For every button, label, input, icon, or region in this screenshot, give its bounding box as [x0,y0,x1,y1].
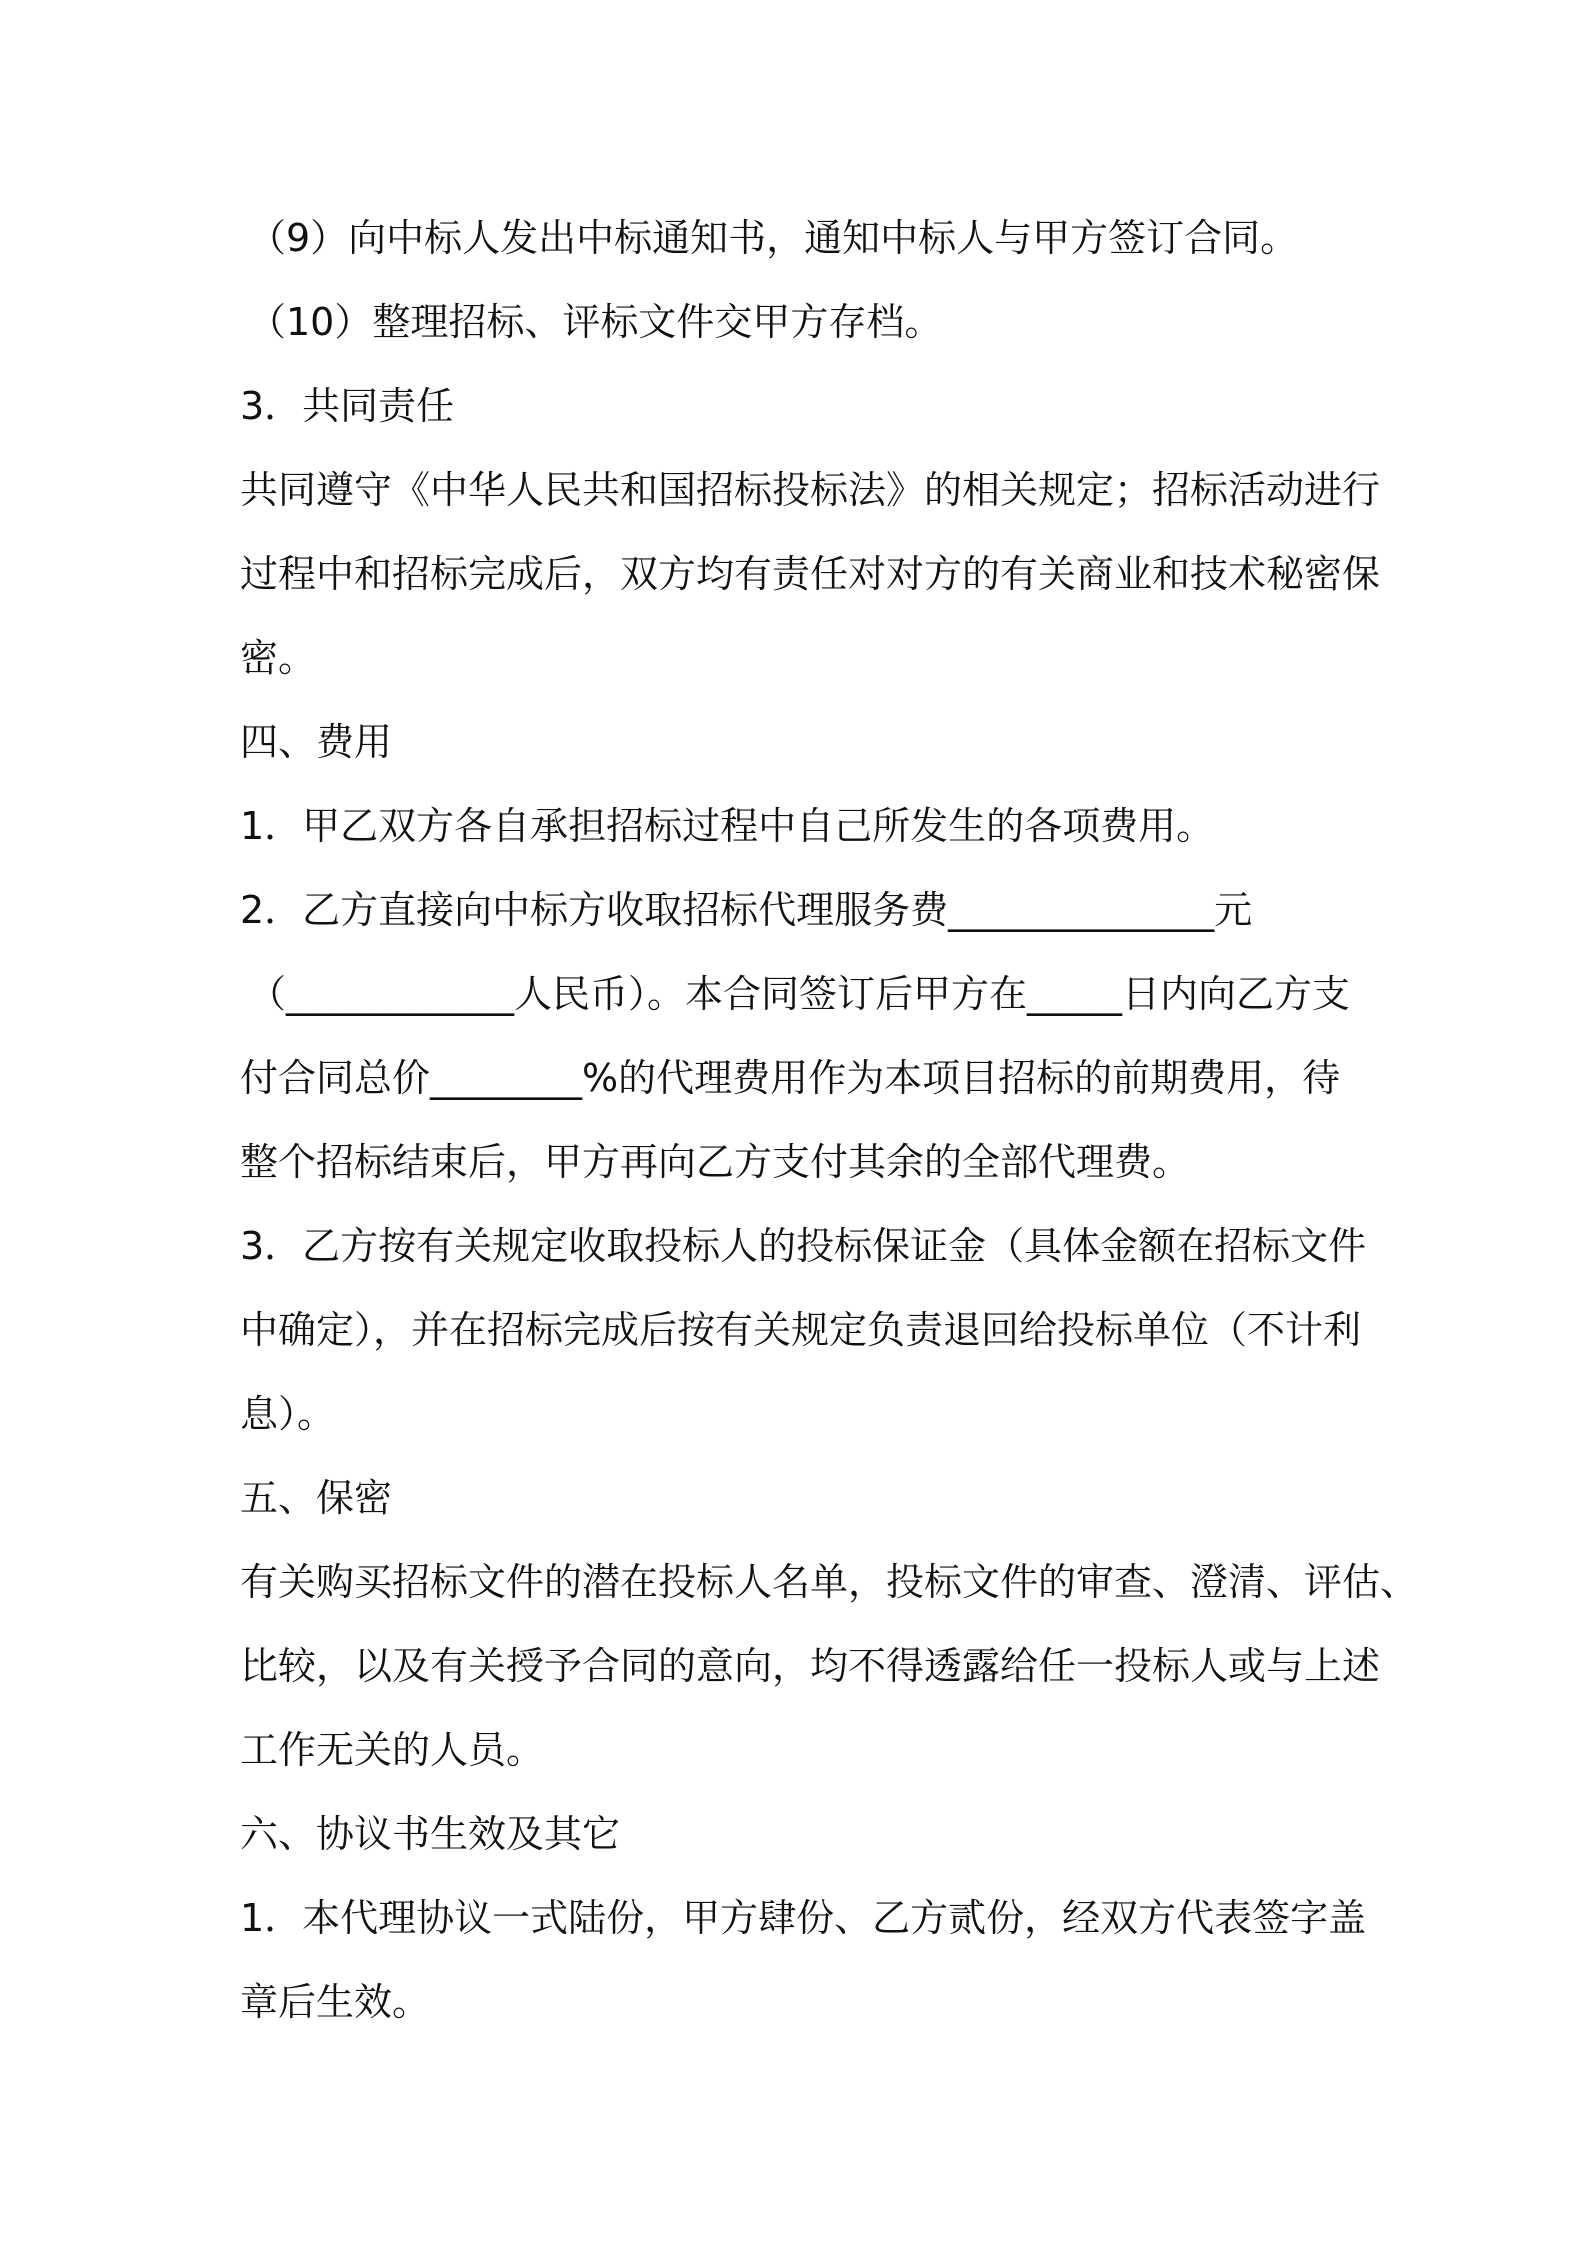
confidentiality-line-1: 有关购买招标文件的潜在投标人名单，投标文件的审查、澄清、评估、 [240,1560,1419,1604]
confidentiality-line-2: 比较，以及有关授予合同的意向，均不得透露给任一投标人或与上述 [240,1644,1381,1688]
fees-item-1: 1．甲乙双方各自承担招标过程中自己所发生的各项费用。 [240,804,1215,848]
fees-item-3-line-1: 3．乙方按有关规定收取投标人的投标保证金（具体金额在招标文件 [240,1224,1367,1268]
joint-responsibility-line-1: 共同遵守《中华人民共和国招标投标法》的相关规定；招标活动进行 [240,468,1381,512]
fees-item-2-line-2: （____________人民币）。本合同签订后甲方在_____日内向乙方支 [248,972,1351,1016]
heading-joint-responsibility: 3．共同责任 [240,384,455,428]
item-9-notify-winner: （9）向中标人发出中标通知书，通知中标人与甲方签订合同。 [248,216,1299,260]
section-heading-effectiveness: 六、协议书生效及其它 [240,1812,621,1856]
document-page [240,196,1419,2044]
confidentiality-line-3: 工作无关的人员。 [240,1728,545,1772]
section-heading-confidentiality: 五、保密 [240,1476,393,1520]
effectiveness-item-1-line-2: 章后生效。 [240,1980,431,2024]
fees-item-3-line-2: 中确定），并在招标完成后按有关规定负责退回给投标单位（不计利 [240,1308,1362,1352]
fees-item-2-line-4: 整个招标结束后，甲方再向乙方支付其余的全部代理费。 [240,1140,1191,1184]
fees-item-2-line-1: 2．乙方直接向中标方收取招标代理服务费______________元 [240,888,1253,932]
fees-item-2-line-3: 付合同总价________%的代理费用作为本项目招标的前期费用，待 [240,1056,1341,1100]
effectiveness-item-1-line-1: 1．本代理协议一式陆份，甲方肆份、乙方贰份，经双方代表签字盖 [240,1896,1367,1940]
joint-responsibility-line-2: 过程中和招标完成后，双方均有责任对对方的有关商业和技术秘密保 [240,552,1381,596]
joint-responsibility-line-3: 密。 [240,636,317,680]
section-heading-fees: 四、费用 [240,720,393,764]
fees-item-3-line-3: 息）。 [240,1392,336,1436]
item-10-archive-documents: （10）整理招标、评标文件交甲方存档。 [248,300,943,344]
